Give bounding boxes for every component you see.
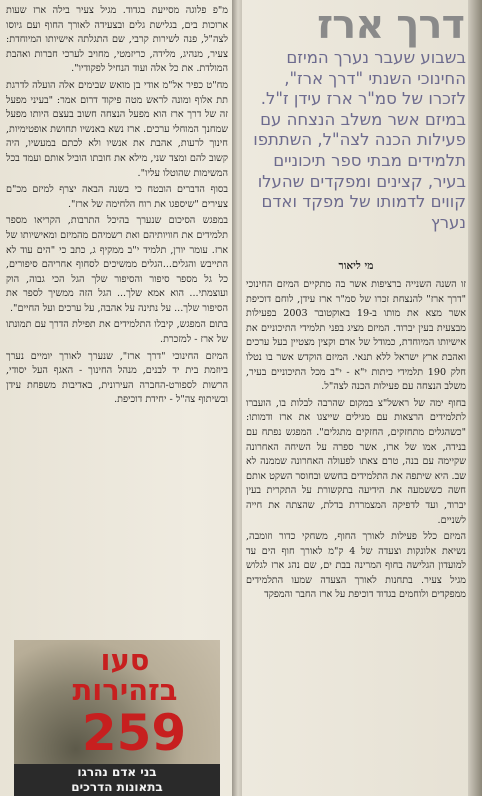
body-paragraph: זו השנה השנייה ברציפות אשר בה מתקיים המיזם החינוכי "דרך ארז" להנצחת זכרו של סמ"ר ארז עידן, לוחם דוכיפת אשר מצא את מותו ב-19 באוקטובר 2003 בפעילות מבצעית בעין יברוד. המיזם מציג בפני תלמידי התיכוניים את אישיותו המיוחדת, כמודל של אדם וקצין מצטיין בעל ערכים ואהבת ארץ ישראל ללא תנאי. המיזם הוקדש אשר בו נטלו חלק 190 תלמידי כיתות י"א - י"ב מכל התיכוניים בעיר, משלב הנצחה עם פעילות הכנה לצה"ל. — [246, 279, 466, 393]
body-paragraph: מח"ט כפיר אל"מ אודי בן מואש שבימים אלה הועלה לדרגת תת אלוף ומונה לראש מטה פיקוד דרום אמר: "בעיני מפעל זה של דרך ארז הוא מפעל הנצחה חשוב בעצם היותו מפעל שמחנך המוחלי ערכים. ארז נשא באנשיו תחושת אופטימיות, חינוך לרעות, אהבת את אנשיו ולא לכתם במעשיו, היה קשוב להם ומצד שני, מילא את חובתו הוביל אותם ועמד בכל המשימות שהוטלו עליו". — [6, 79, 228, 179]
advert-footer-line2: בתאונות הדרכים — [71, 780, 163, 794]
body-paragraph: בחוף ימה של ראשל"צ במקום שהרבה לבלות בו, הועברו לתלמידים הרצאות עם מגילים שייצגו את ארז ודמותו: "כשהגלים מתחזקים, החזקים מתגלים". המפגש נפתח עם בנידה, אמו של ארז, אשר ספרה על השיחה האחרונה שקיימה עם בנה, טרם צאתו לפעולה האחרונה שממנה לא שב. היא שיתפה את התלמידים בחשש ובחוסר השקט אותם חשה כששמעה את הידיעה בתקשורת על התקרית בעין יברוד, ועד לדפיקה המצמררת בדלת, שהצתה את חייה לשניים. — [246, 397, 466, 526]
article-body-right-column — [246, 278, 466, 796]
body-paragraph: מ"פ פלוגה מסייעת בגדוד. מגיל צעיר בילה ארז שעות ארוכות בים, בגלישת גלים ובצעידה לאורך החוף ועם גיוסו לצה"ל, פנה לשירות קרבי, שם התגלתה אישיותו המיוחדת: צעיר, מנהיג, מלידה, כריזמטי, מחויב לערכי חברות ואהבת המולדת. את כל אלה ועוד הנחיל לפקודיו". — [6, 5, 228, 75]
advert-footer-line1: בני אדם נהרגו — [77, 765, 157, 779]
page-fold — [232, 0, 242, 796]
advert-footer — [14, 764, 220, 796]
advert-number: 259 — [81, 704, 187, 762]
body-paragraph: בסוף הדברים הובטח כי בשנה הבאה יצרף למיזם מכ"ם צעירים "שיספגו את רוח הלחימה של ארז". — [6, 184, 228, 210]
page-edge — [468, 0, 482, 796]
article-lead: בשבוע שעבר נערך המיזם החינוכי השנתי "דרך ארז", לזכרו של סמ"ר ארז עידן ז"ל. במיזם אשר משלב הנצחה עם פעילות הכנה לצה"ל, השתתפו תלמידים מבתי ספר תיכוניים בעיר, קצינים ומפקדים שהעלו קווים לדמותו של מפקד ואדם נערץ — [253, 48, 466, 232]
body-paragraph: המיזם החינוכי "דרך ארז", שנערך לאורך יומיים נערך ביוזמת בית יד לבנים, מנהל החינוך - האגף העל יסודי, הרשות לספורט-החברה העירונית, באדיבות משפחת עידן ובשיתוף צה"ל - יחידת דוכיפת. — [6, 350, 228, 406]
article-byline: מי ליאור — [338, 260, 374, 272]
article-body-left-column — [6, 4, 228, 628]
advert-line2: בזהירות — [72, 673, 178, 707]
road-safety-advert — [14, 640, 220, 796]
body-paragraph: במפגש הסיכום שנערך בהיכל התרבות, הקריאו מספר תלמידים את חוויותיהם ואת רשמיהם מהמיזם ומאישיותו של ארז. עומר יורן, תלמיד י"ב ממקיף ג, כתב כי "הים עוד לא התייבש והגלים...הגלים ממשיכים לסחוף אחריהם סיפורים, כל גל מספר סיפור והסיפור שלך הגל הכי גבוה, הוק ועוצמתי... הוא אמא שלך... הגל הזה ממשיך לספר את הסיפור שלך... על נתינה על אהבה, על ערכים ועל החיים". — [6, 215, 228, 314]
article-headline: דרך ארז — [317, 2, 464, 48]
body-paragraph: המיזם כלל פעילות לאורך החוף, משחקי כדור וזומבה, נשיאת אלונקות וצעדה של 4 ק"מ לאורך חוף הים עד למועדון הגלישה בחוף המרינה בבת ים, שם נהג ארז לגלוש מגיל צעיר. בתחנות לאורך הצעדה שמעו התלמידים ממפקדים ולוחמים בגדוד דוכיפת על ארז החבר והמפקד — [246, 531, 466, 601]
body-paragraph: בתום המפגש, קיבלו התלמידים את תפילת הדרך עם תמונתו של ארז - למזכרת. — [6, 319, 228, 346]
advert-line1: סעו — [100, 643, 150, 677]
